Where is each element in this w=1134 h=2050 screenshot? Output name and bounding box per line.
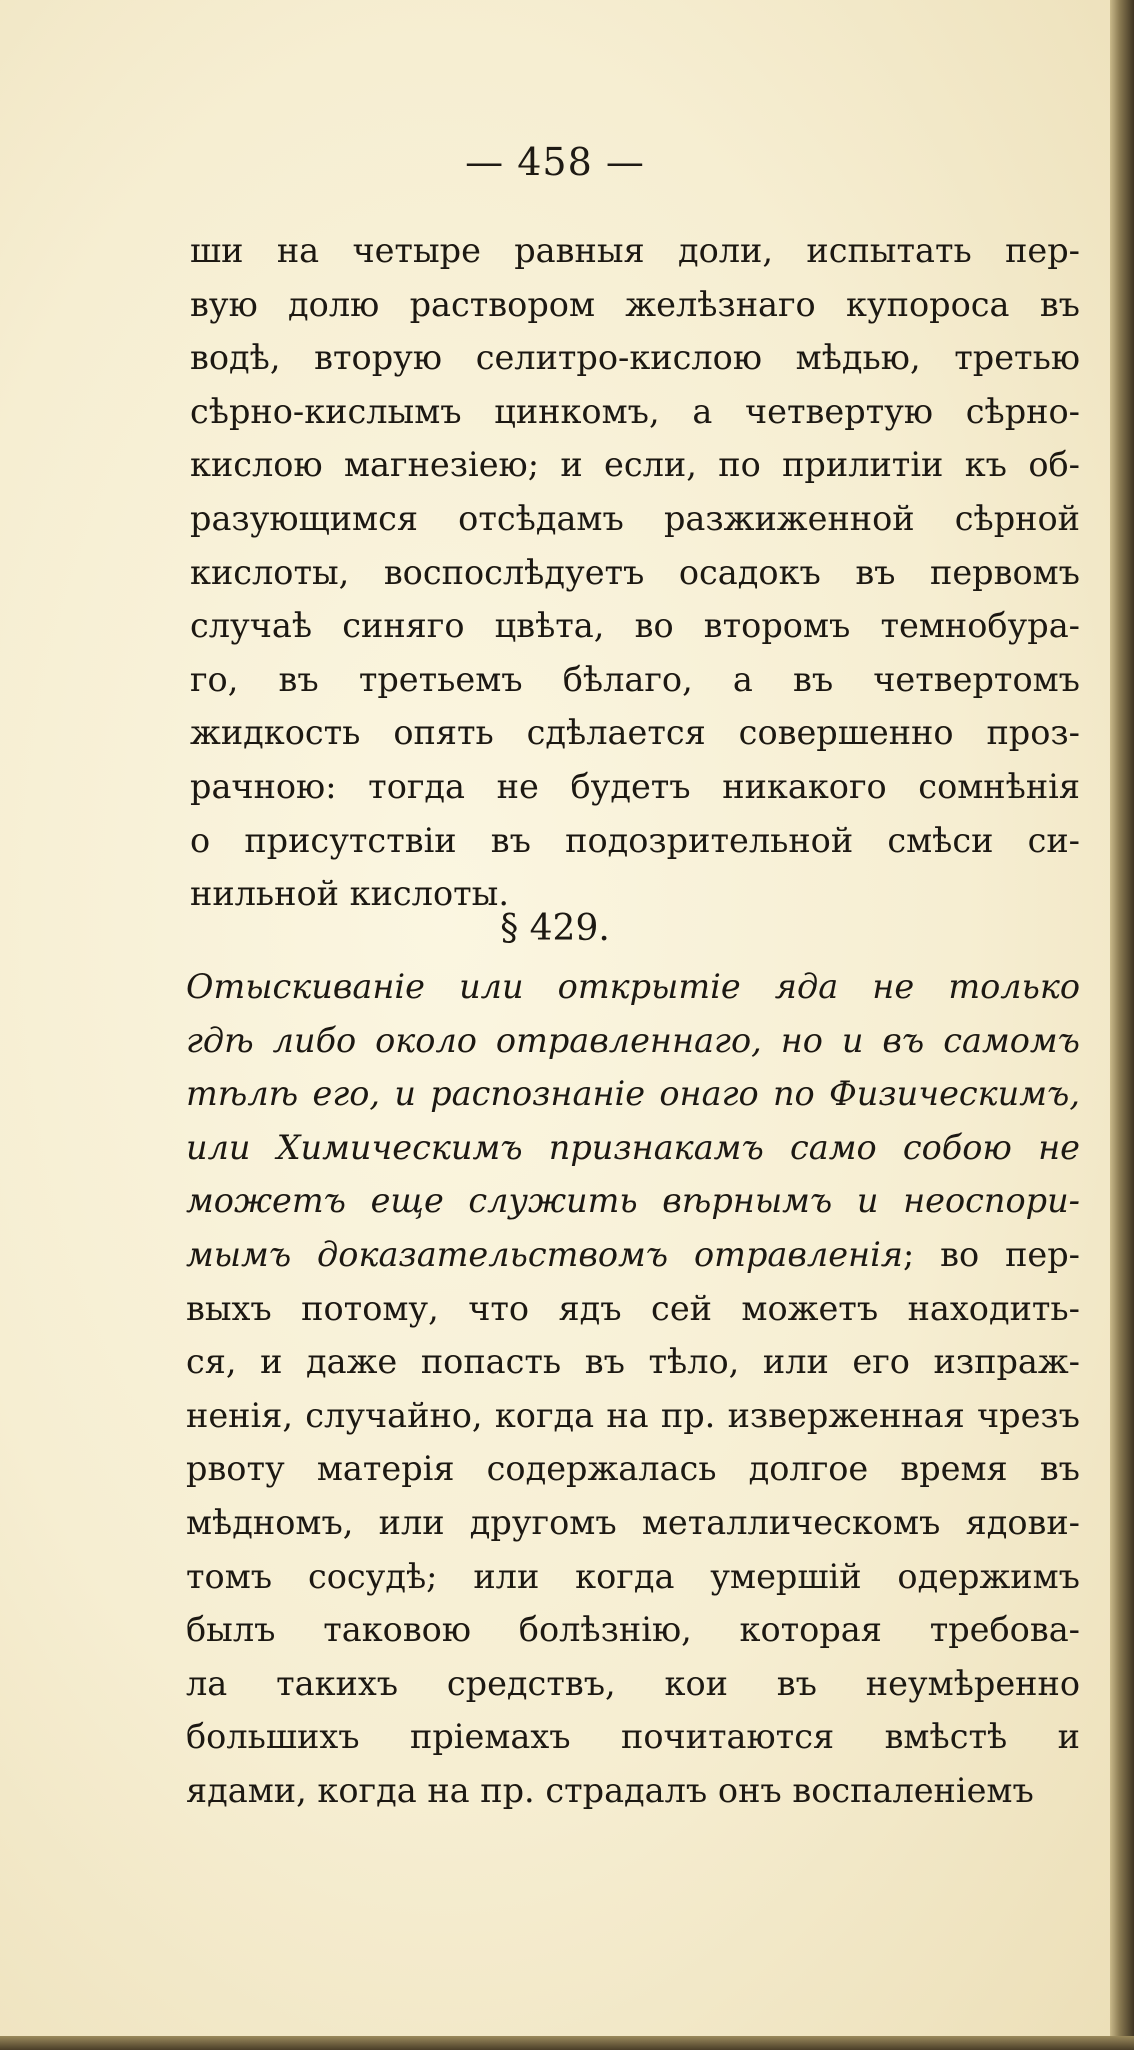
paragraph-2 [186, 960, 1080, 1818]
text-line: ядами, когда на пр. страдалъ онъ воспаленіемъ [186, 1770, 1034, 1810]
text-line: кислою магнезіею; и если, по прилитіи къ об- [190, 445, 1080, 485]
regular-fragment: ; во пер- [902, 1234, 1080, 1274]
text-line: случаѣ синяго цвѣта, во второмъ темнобура- [190, 606, 1080, 646]
text-line: выхъ потому, что ядъ сей можетъ находить- [186, 1288, 1080, 1328]
section-heading: § 429. [500, 908, 610, 949]
text-line: водѣ, вторую селитро-кислою мѣдью, третью [190, 338, 1080, 378]
text-line: ла такихъ средствъ, кои въ неумѣренно [186, 1663, 1080, 1703]
text-line: ненія, случайно, когда на пр. изверженная чрезъ [186, 1395, 1080, 1435]
text-line: кислоты, воспослѣдуетъ осадокъ въ первомъ [190, 552, 1080, 592]
text-line: рвоту матерія содержалась долгое время въ [186, 1449, 1080, 1489]
text-line: го, въ третьемъ бѣлаго, а въ четвертомъ [190, 659, 1080, 699]
page-bottom-edge [0, 2036, 1134, 2050]
text-line: сѣрно-кислымъ цинкомъ, а четвертую сѣрно- [190, 391, 1080, 431]
paragraph-1 [190, 224, 1080, 921]
text-line: рачною: тогда не будетъ никакого сомнѣнія [190, 766, 1080, 806]
text-line-mixed [186, 1228, 1080, 1282]
text-line: вую долю раствором желѣзнаго купороса въ [190, 284, 1080, 324]
page-edge-shadow [1110, 0, 1134, 2050]
page-number: — 458 — [465, 140, 645, 184]
text-line: былъ таковою болѣзнію, которая требова- [186, 1610, 1080, 1650]
text-line: ши на четыре равныя доли, испытать пер- [190, 231, 1080, 270]
italic-fragment: мымъ доказательствомъ отравленія [186, 1234, 903, 1274]
text-line: томъ сосудѣ; или когда умершій одержимъ [186, 1556, 1080, 1596]
text-line: нильной кислоты. [190, 874, 509, 914]
text-line: ся, и даже попасть въ тѣло, или его изпраж- [186, 1342, 1080, 1382]
text-line: о присутствіи въ подозрительной смѣси си- [190, 820, 1080, 860]
text-line-italic: гдѣ либо около отравленнаго, но и въ самомъ [186, 1020, 1080, 1060]
text-line-italic: или Химическимъ признакамъ само собою не [186, 1127, 1080, 1167]
text-line-italic: Отыскиваніе или открытіе яда не только [186, 967, 1080, 1006]
text-line: разующимся отсѣдамъ разжиженной сѣрной [190, 498, 1080, 538]
text-line: мѣдномъ, или другомъ металлическомъ ядови- [186, 1502, 1080, 1542]
text-line-italic: можетъ еще служить вѣрнымъ и неоспори- [186, 1181, 1080, 1221]
text-line-italic: тѣлѣ его, и распознаніе онаго по Физическимъ, [186, 1074, 1080, 1114]
text-line: жидкость опять сдѣлается совершенно проз- [190, 713, 1080, 753]
text-line: большихъ пріемахъ почитаются вмѣстѣ и [186, 1717, 1080, 1757]
